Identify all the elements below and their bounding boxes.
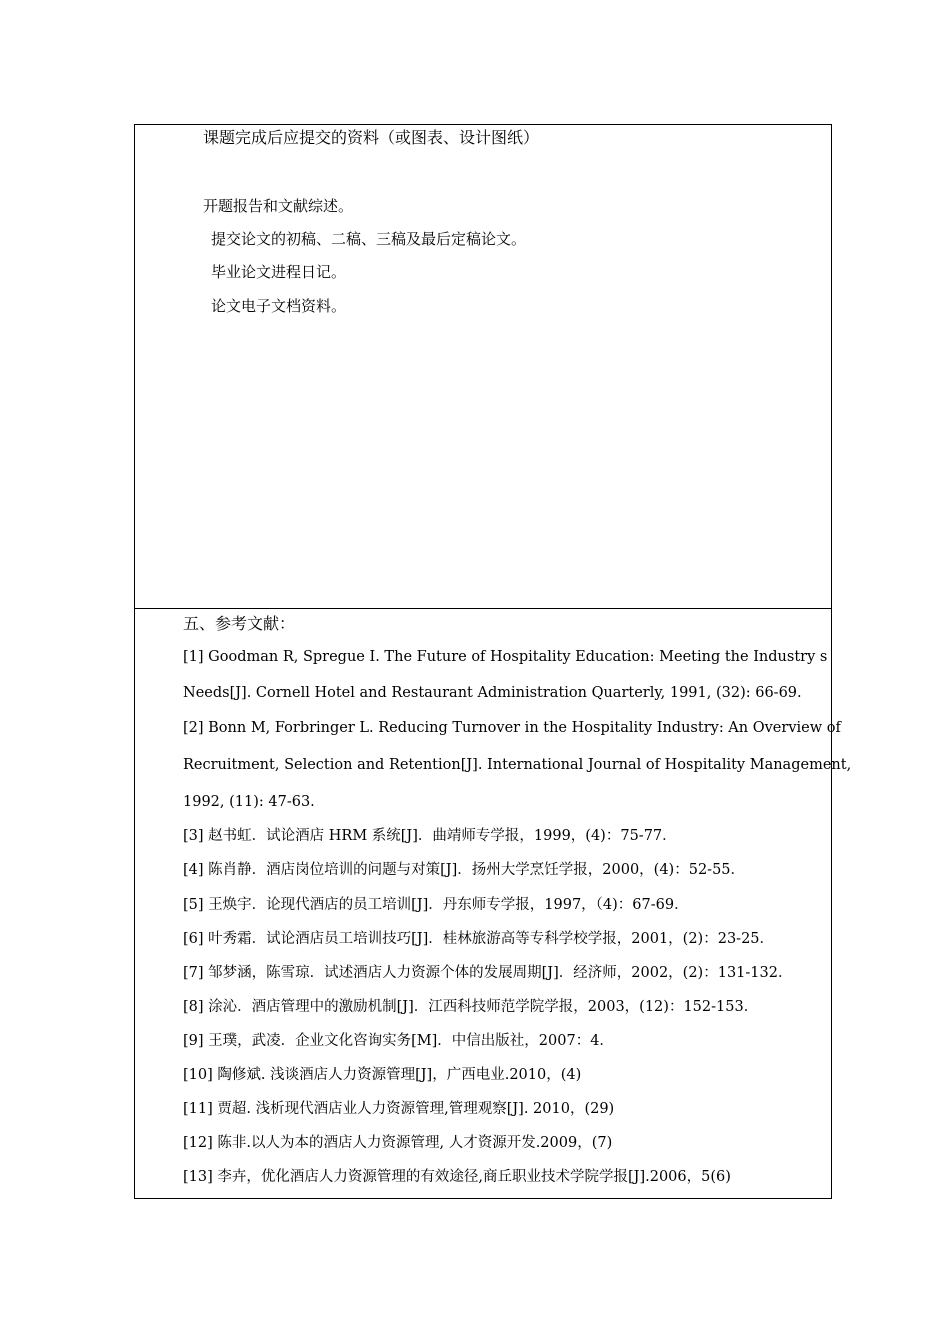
reference-item: [6] 叶秀霜．试论酒店员工培训技巧[J]．桂林旅游高等专科学校学报，2001，(2)：23-25． xyxy=(183,931,775,947)
reference-item: [4] 陈肖静．酒店岗位培训的问题与对策[J]．扬州大学烹饪学报，2000，(4)：52-55． xyxy=(183,862,746,878)
reference-item: [9] 王璞，武凌．企业文化咨询实务[M]．中信出版社，2007：4． xyxy=(183,1033,614,1049)
reference-item: [12] 陈非.以人为本的酒店人力资源管理, 人才资源开发.2009，(7) xyxy=(183,1135,613,1151)
reference-item-continued: Needs[J]. Cornell Hotel and Restaurant Administration Quarterly, 1991, (32): 66-69. xyxy=(183,685,802,701)
reference-item: [5] 王焕宇．论现代酒店的员工培训[J]．丹东师专学报，1997，（4)：67-69． xyxy=(183,897,689,913)
reference-item-continued: 1992, (11): 47-63. xyxy=(183,794,315,810)
reference-item: [7] 邹梦涵，陈雪琼．试述酒店人力资源个体的发展周期[J]．经济师，2002，(2)：131-132． xyxy=(183,965,793,981)
section-divider xyxy=(135,608,831,609)
reference-item: [1] Goodman R, Spregue I. The Future of Hospitality Education: Meeting the Industry s xyxy=(183,649,828,665)
reference-item-continued: Recruitment, Selection and Retention[J]. International Journal of Hospitality Management, xyxy=(183,757,852,773)
submission-item: 开题报告和文献综述。 xyxy=(203,197,354,215)
form-table xyxy=(134,124,852,1199)
reference-item: [10] 陶修斌. 浅谈酒店人力资源管理[J]，广西电业.2010，(4) xyxy=(183,1067,582,1083)
reference-item: [11] 贾超. 浅析现代酒店业人力资源管理,管理观察[J]. 2010，(29) xyxy=(183,1101,615,1117)
references-heading: 五、参考文献： xyxy=(183,614,296,633)
submission-item: 论文电子文档资料。 xyxy=(211,297,347,315)
submission-item: 毕业论文进程日记。 xyxy=(211,263,347,281)
reference-item: [3] 赵书虹．试论酒店 HRM 系统[J]．曲靖师专学报，1999，(4)：75-77． xyxy=(183,828,677,844)
reference-item: [2] Bonn M, Forbringer L. Reducing Turnover in the Hospitality Industry: An Overview of xyxy=(183,720,841,736)
reference-item: [8] 涂沁．酒店管理中的激励机制[J]．江西科技师范学院学报，2003，(12)：152-153． xyxy=(183,999,759,1015)
reference-item: [13] 李卉，优化酒店人力资源管理的有效途径,商丘职业技术学院学报[J].2006，5(6) xyxy=(183,1169,731,1185)
submission-item: 提交论文的初稿、二稿、三稿及最后定稿论文。 xyxy=(211,230,527,248)
submission-heading: 课题完成后应提交的资料（或图表、设计图纸） xyxy=(203,128,540,147)
